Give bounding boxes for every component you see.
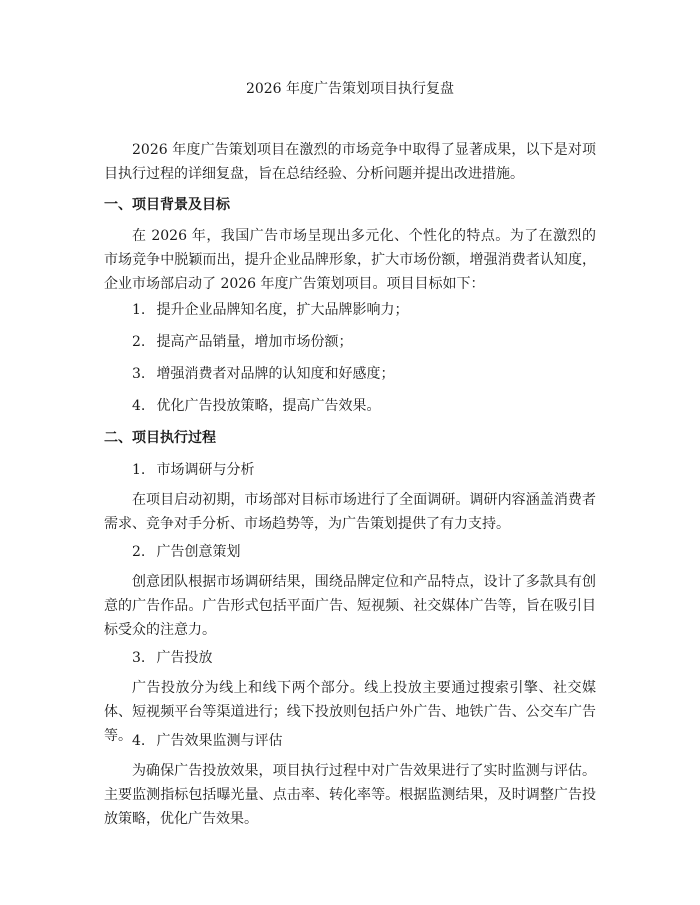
step-number: 1. [132, 462, 146, 478]
background-paragraph: 在 2026 年，我国广告市场呈现出多元化、个性化的特点。为了在激烈的市场竞争中脱颖而出，提升企业品牌形象，扩大市场份额，增强消费者认知度，企业市场部启动了 2026 年度广告策划项目。项目目标如下： [104, 228, 596, 292]
step-title-text: 广告效果监测与评估 [156, 733, 283, 749]
goal-text: 优化广告投放策略，提高广告效果。 [156, 398, 381, 414]
goal-number: 2. [132, 334, 146, 350]
document-title: 2026 年度广告策划项目执行复盘 [245, 81, 455, 97]
step-paragraph: 创意团队根据市场调研结果，围绕品牌定位和产品特点，设计了多款具有创意的广告作品。广告形式包括平面广告、短视频、社交媒体广告等，旨在吸引目标受众的注意力。 [104, 574, 596, 638]
step-number: 4. [132, 733, 146, 749]
goal-item [132, 397, 380, 415]
step-number: 2. [132, 544, 146, 560]
goal-item [132, 333, 352, 351]
step-title-text: 广告投放 [156, 650, 213, 666]
intro-paragraph: 2026 年度广告策划项目在激烈的市场竞争中取得了显著成果，以下是对项目执行过程的详细复盘，旨在总结经验、分析问题并提出改进措施。 [104, 142, 596, 182]
step-title [132, 732, 282, 750]
goal-text: 提高产品销量，增加市场份额； [156, 334, 353, 350]
step-title-text: 广告创意策划 [156, 544, 241, 560]
goal-item [132, 301, 408, 319]
section-heading-execution: 二、项目执行过程 [104, 430, 216, 446]
step-title-text: 市场调研与分析 [156, 462, 255, 478]
step-title [132, 649, 212, 667]
goal-number: 4. [132, 398, 146, 414]
step-title [132, 461, 254, 479]
step-paragraph: 广告投放分为线上和线下两个部分。线上投放主要通过搜索引擎、社交媒体、短视频平台等渠道进行；线下投放则包括户外广告、地铁广告、公交车广告等。 [104, 680, 596, 744]
goal-item [132, 365, 394, 383]
step-paragraph: 在项目启动初期，市场部对目标市场进行了全面调研。调研内容涵盖消费者需求、竞争对手分析、市场趋势等，为广告策划提供了有力支持。 [104, 492, 596, 532]
goal-text: 提升企业品牌知名度，扩大品牌影响力； [156, 302, 409, 318]
step-title [132, 543, 240, 561]
goal-text: 增强消费者对品牌的认知度和好感度； [156, 366, 395, 382]
section-heading-background: 一、项目背景及目标 [104, 197, 230, 213]
step-paragraph: 为确保广告投放效果，项目执行过程中对广告效果进行了实时监测与评估。主要监测指标包括曝光量、点击率、转化率等。根据监测结果，及时调整广告投放策略，优化广告效果。 [104, 763, 596, 827]
goal-number: 1. [132, 302, 146, 318]
goal-number: 3. [132, 366, 146, 382]
step-number: 3. [132, 650, 146, 666]
